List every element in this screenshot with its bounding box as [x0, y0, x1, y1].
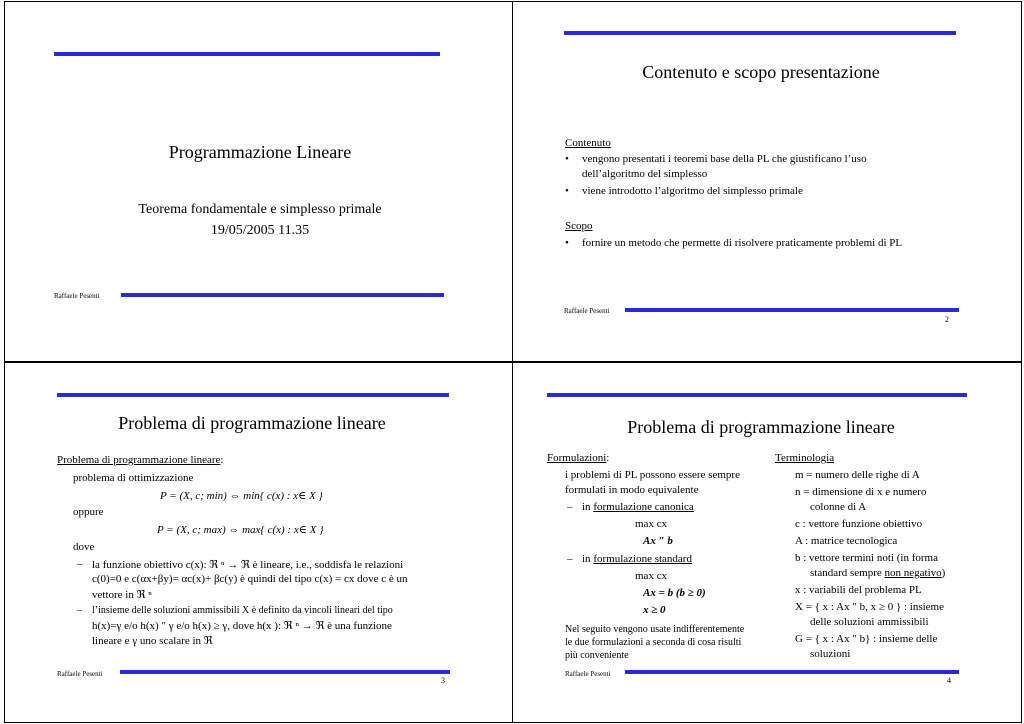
scopo-heading: Scopo: [565, 220, 593, 232]
section-heading-text: Problema di programmazione lineare: [57, 454, 221, 466]
section-heading-colon: :: [220, 454, 224, 466]
bottom-accent-bar: [625, 308, 959, 312]
terminologia-heading: Terminologia: [775, 452, 835, 464]
dove-line: dove: [73, 541, 95, 553]
term-5-line-2: [810, 567, 945, 579]
term-3: c : vettore funzione obiettivo: [795, 518, 923, 530]
standard-label: formulazione standard: [593, 553, 692, 565]
canonica-line: [582, 501, 694, 513]
bullet-marker: •: [565, 185, 569, 197]
dash-marker: –: [567, 553, 573, 565]
canonica-prefix: in: [582, 501, 594, 513]
term-5-line-2-a: standard sempre: [810, 567, 885, 579]
contenuto-heading: Contenuto: [565, 137, 611, 149]
formula-min: P = (X, c; min) ⇔ min{ c(x) : x∈ X }: [160, 490, 323, 502]
dash-marker: –: [77, 558, 83, 570]
standard-formula-3: x ≥ 0: [643, 604, 666, 616]
slide-2: [512, 1, 1022, 362]
contenuto-bullet-1-line-2: dell’algoritmo del simplesso: [582, 168, 708, 180]
d2-line-3: lineare e γ uno scalare in ℜ: [92, 635, 213, 647]
bottom-accent-bar: [121, 293, 444, 297]
page-number: 4: [947, 676, 951, 685]
page-number: 2: [945, 315, 949, 324]
problema-line: problema di ottimizzazione: [73, 472, 194, 484]
term-5-line-2-c: ): [941, 567, 946, 579]
d2-line-1: l’insieme delle soluzioni ammissibili X è definito da vincoli lineari del tipo: [92, 605, 393, 616]
contenuto-bullet-2: viene introdotto l’algoritmo del simplesso primale: [582, 185, 803, 197]
slide-date: 19/05/2005 11.35: [210, 223, 310, 238]
top-accent-bar: [54, 52, 440, 56]
slide-4: [512, 362, 1022, 723]
d1-line-1: la funzione obiettivo c(x): ℜ ⁿ → ℜ è lineare, i.e., soddisfa le relazioni: [92, 559, 404, 571]
formula-max: P = (X, c; max) ⇔ max{ c(x) : x∈ X }: [157, 524, 324, 536]
term-8-line-1: G = { x : Ax ″ b} : insieme delle: [795, 633, 938, 645]
form-line-1: i problemi di PL possono essere sempre: [565, 469, 740, 481]
form-line-2: formulati in modo equivalente: [565, 484, 699, 496]
slide-title: Programmazione Lineare: [168, 142, 352, 162]
oppure-line: oppure: [73, 506, 104, 518]
slide-1: [4, 1, 514, 362]
scopo-bullet-1: fornire un metodo che permette di risolvere praticamente problemi di PL: [582, 237, 903, 249]
top-accent-bar: [57, 393, 449, 397]
term-6: x : variabili del problema PL: [795, 584, 922, 596]
bullet-marker: •: [565, 153, 569, 165]
term-7-line-1: X = { x : Ax ″ b, x ≥ 0 } : insieme: [795, 601, 944, 613]
term-2-line-2: colonne di A: [810, 501, 867, 513]
term-2-line-1: n = dimensione di x e numero: [795, 486, 927, 498]
standard-formula-2: Ax = b (b ≥ 0): [643, 587, 706, 599]
bullet-marker: •: [565, 237, 569, 249]
canonica-formula-1: max cx: [635, 518, 668, 530]
dash-marker: –: [567, 501, 573, 513]
bottom-accent-bar: [120, 670, 450, 674]
top-accent-bar: [564, 31, 956, 35]
note-line-2: le due formulazioni a seconda di cosa risulti: [565, 637, 742, 648]
dash-marker: –: [77, 605, 82, 616]
d1-line-2: c(0)=0 e c(αx+βy)= αc(x)+ βc(y) è quindi del tipo c(x) = cx dove c è un: [92, 573, 408, 585]
formulazioni-heading: [547, 452, 609, 464]
term-7-line-2: delle soluzioni ammissibili: [810, 616, 929, 628]
footer-author: Raffaele Pesenti: [565, 670, 611, 678]
d1-line-3: vettore in ℜ ⁿ: [92, 589, 152, 601]
term-8-line-2: soluzioni: [810, 648, 851, 660]
canonica-formula-2: Ax ″ b: [643, 535, 673, 547]
standard-formula-1: max cx: [635, 570, 668, 582]
footer-author: Raffaele Pesenti: [54, 292, 100, 300]
standard-line: [582, 553, 692, 565]
canonica-label: formulazione canonica: [593, 501, 694, 513]
standard-prefix: in: [582, 553, 594, 565]
bottom-accent-bar: [625, 670, 959, 674]
term-1: m = numero delle righe di A: [795, 469, 920, 481]
slide-subtitle: Teorema fondamentale e simplesso primale: [138, 202, 382, 217]
note-line-1: Nel seguito vengono usate indifferentemente: [565, 624, 745, 635]
top-accent-bar: [547, 393, 967, 397]
formulazioni-heading-colon: :: [606, 452, 610, 464]
contenuto-bullet-1-line-1: vengono presentati i teoremi base della PL che giustificano l’uso: [582, 153, 867, 165]
d2-line-2: h(x)=γ e/o h(x) ″ γ e/o h(x) ≥ γ, dove h(x ): ℜ ⁿ → ℜ è una funzione: [92, 620, 392, 632]
slide-title: Problema di programmazione lineare: [118, 413, 386, 433]
slide-title: Problema di programmazione lineare: [627, 417, 895, 437]
term-4: A : matrice tecnologica: [795, 535, 898, 547]
section-heading: [57, 454, 223, 466]
footer-author: Raffaele Pesenti: [57, 670, 103, 678]
note-line-3: più conveniente: [565, 650, 629, 661]
formulazioni-heading-text: Formulazioni: [547, 452, 607, 464]
term-5-line-1: b : vettore termini noti (in forma: [795, 552, 938, 564]
footer-author: Raffaele Pesenti: [564, 307, 610, 315]
slide-3: [4, 362, 514, 723]
page-number: 3: [441, 676, 445, 685]
slide-title: Contenuto e scopo presentazione: [642, 62, 880, 82]
term-5-line-2-b: non negativo: [884, 567, 942, 579]
